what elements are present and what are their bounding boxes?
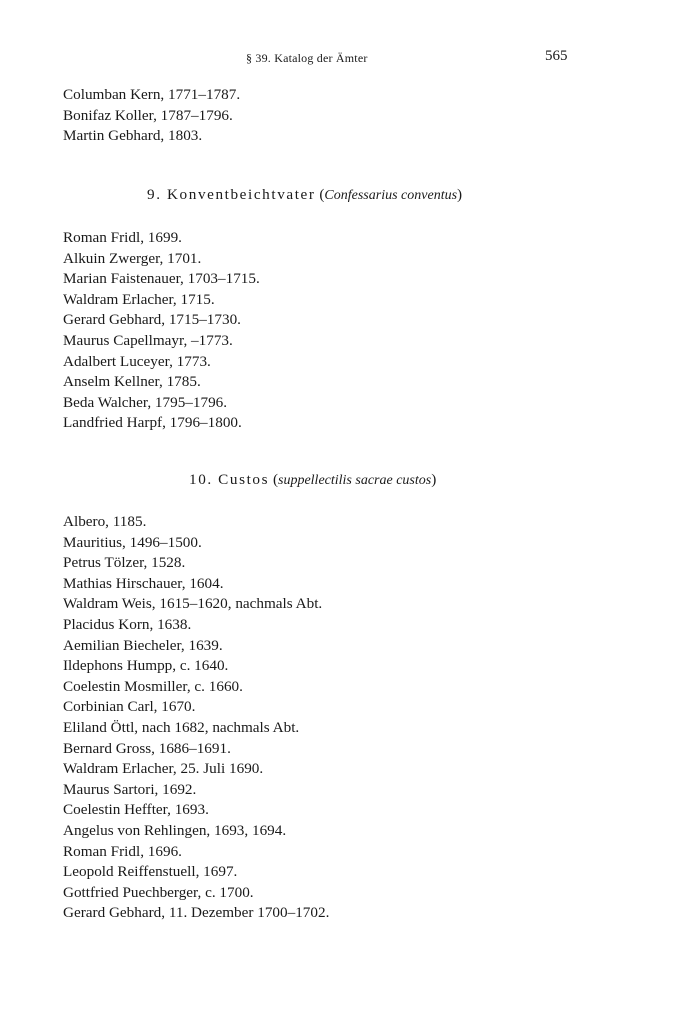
list-entry: Bernard Gross, 1686–1691. xyxy=(63,739,231,757)
list-entry: Mauritius, 1496–1500. xyxy=(63,533,202,551)
list-entry: Coelestin Heffter, 1693. xyxy=(63,801,209,819)
section-10-entry-list xyxy=(63,512,329,924)
section-9-latin-wrapper: (Confessarius conventus) xyxy=(319,186,463,203)
section-10-heading xyxy=(189,471,436,489)
list-entry: Aemilian Biecheler, 1639. xyxy=(63,636,223,654)
list-entry: Maurus Capellmayr, –1773. xyxy=(63,331,233,349)
list-entry: Martin Gebhard, 1803. xyxy=(63,127,203,145)
page-header xyxy=(0,46,700,70)
list-entry: Leopold Reiffenstuell, 1697. xyxy=(63,863,238,881)
section-10-latin-title: suppellectilis sacrae custos xyxy=(278,473,432,488)
list-entry: Adalbert Luceyer, 1773. xyxy=(63,352,211,370)
section-9-title: 9. Konventbeichtvater xyxy=(147,186,316,203)
page-number: 565 xyxy=(545,48,568,64)
section-10-title: 10. Custos xyxy=(189,471,270,488)
list-entry: Mathias Hirschauer, 1604. xyxy=(63,574,224,592)
list-entry: Columban Kern, 1771–1787. xyxy=(63,86,241,103)
list-entry: Waldram Erlacher, 25. Juli 1690. xyxy=(63,760,264,778)
list-entry: Marian Faistenauer, 1703–1715. xyxy=(63,270,260,288)
list-entry: Coelestin Mosmiller, c. 1660. xyxy=(63,677,243,695)
continued-entry-list xyxy=(63,85,240,147)
list-entry: Eliland Öttl, nach 1682, nachmals Abt. xyxy=(63,718,300,736)
list-entry: Gottfried Puechberger, c. 1700. xyxy=(63,883,254,901)
list-entry: Maurus Sartori, 1692. xyxy=(63,780,197,798)
list-entry: Beda Walcher, 1795–1796. xyxy=(63,393,228,411)
list-entry: Alkuin Zwerger, 1701. xyxy=(63,249,202,267)
list-entry: Placidus Korn, 1638. xyxy=(63,615,192,633)
list-entry: Gerard Gebhard, 11. Dezember 1700–1702. xyxy=(63,904,330,922)
list-entry: Petrus Tölzer, 1528. xyxy=(63,554,186,572)
section-9-entry-list xyxy=(63,228,260,434)
list-entry: Albero, 1185. xyxy=(63,513,147,530)
list-entry: Angelus von Rehlingen, 1693, 1694. xyxy=(63,821,287,839)
section-9-latin-title: Confessarius conventus xyxy=(324,188,458,203)
list-entry: Landfried Harpf, 1796–1800. xyxy=(63,414,242,432)
list-entry: Roman Fridl, 1696. xyxy=(63,842,182,860)
list-entry: Ildephons Humpp, c. 1640. xyxy=(63,657,229,675)
list-entry: Corbinian Carl, 1670. xyxy=(63,698,196,716)
list-entry: Bonifaz Koller, 1787–1796. xyxy=(63,106,233,124)
list-entry: Anselm Kellner, 1785. xyxy=(63,373,201,391)
running-head: § 39. Katalog der Ämter xyxy=(246,51,368,65)
list-entry: Waldram Weis, 1615–1620, nachmals Abt. xyxy=(63,595,323,613)
list-entry: Roman Fridl, 1699. xyxy=(63,229,182,246)
list-entry: Gerard Gebhard, 1715–1730. xyxy=(63,311,241,329)
section-9-heading xyxy=(147,186,462,204)
list-entry: Waldram Erlacher, 1715. xyxy=(63,290,215,308)
section-10-latin-wrapper: (suppellectilis sacrae custos) xyxy=(272,471,437,488)
